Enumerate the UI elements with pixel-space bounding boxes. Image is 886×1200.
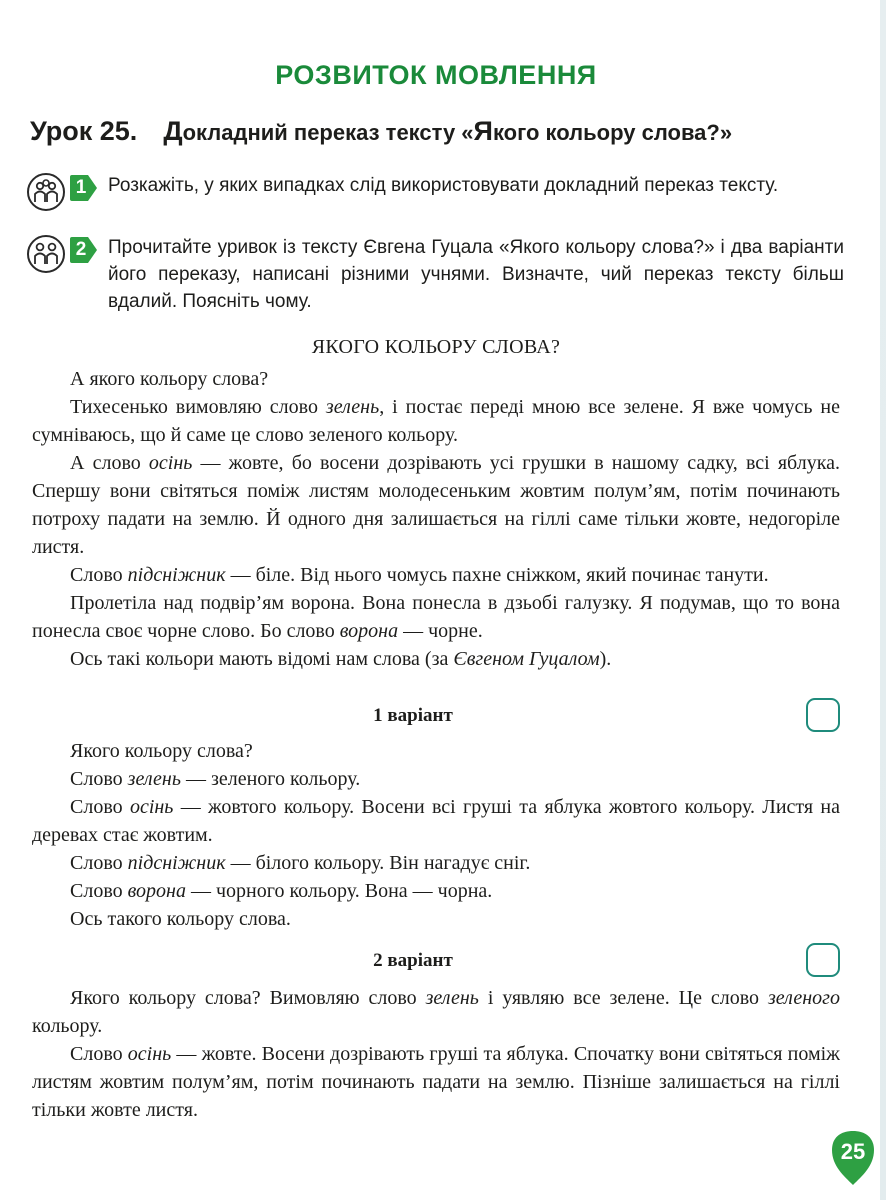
task-2 bbox=[26, 234, 856, 318]
emphasized-word: зелень bbox=[325, 396, 380, 418]
paragraph: Слово ворона — чорного кольору. Вона — чорна. bbox=[70, 880, 493, 902]
emphasized-word: ворона bbox=[127, 880, 186, 902]
variant-2-title: 2 варіант bbox=[373, 950, 453, 971]
paragraph: Пролетіла над подвір’ям ворона. Вона понесла в дзьобі галузку. Я подумав, що то вона понесла своє чорне слово. Бо слово ворона — чорне. bbox=[32, 592, 840, 642]
lesson-title-part: кого кольору слова?» bbox=[492, 120, 733, 145]
task-1 bbox=[26, 172, 856, 232]
emphasized-word: зеленого bbox=[767, 987, 840, 1009]
lesson-number: Урок 25. bbox=[30, 116, 138, 146]
lesson-title-part: окладний переказ тексту « bbox=[182, 120, 474, 145]
variant-2-checkbox[interactable] bbox=[806, 943, 840, 977]
emphasized-word: зелень bbox=[425, 987, 479, 1009]
emphasized-word: Євгеном Гуцалом bbox=[453, 648, 600, 670]
paragraph: А слово осінь — жовте, бо восени дозрівають усі грушки в нашому садку, всі яблука. Спершу вони світяться поміж листям молодесеньким жовтим полум’ям, потім починають потроху падати на землю. Й одного дня залишається на гіллі саме тільки жовте, недогоріле листя. bbox=[32, 452, 841, 558]
original-text bbox=[32, 365, 840, 673]
paragraph: Якого кольору слова? Вимовляю слово зелень і уявляю все зелене. Це слово зеленого кольору. bbox=[32, 987, 840, 1037]
emphasized-word: ворона bbox=[339, 620, 399, 642]
paragraph: Слово зелень — зеленого кольору. bbox=[70, 768, 361, 790]
paragraph: Слово підсніжник — білого кольору. Він нагадує сніг. bbox=[70, 852, 531, 874]
paragraph: Слово осінь — жовте. Восени дозрівають груші та яблука. Спочатку вони світяться поміж листям жовтим полум’ям, потім починають падати на землю. Пізніше залишається на гіллі тільки жовте листя. bbox=[32, 1043, 840, 1121]
paragraph: Тихесенько вимовляю слово зелень, і постає переді мною все зелене. Я вже чомусь не сумніваюсь, що й саме це слово зеленого кольору. bbox=[32, 396, 840, 446]
task-text: Розкажіть, у яких випадках слід використовувати докладний переказ тексту. bbox=[108, 175, 779, 196]
task-number-badge bbox=[70, 237, 98, 263]
emphasized-word: підсніжник bbox=[127, 564, 226, 586]
emphasized-word: осінь bbox=[127, 1043, 172, 1065]
variant-1-checkbox[interactable] bbox=[806, 698, 840, 732]
paragraph: А якого кольору слова? bbox=[70, 368, 269, 390]
task-text: Прочитайте уривок із тексту Євгена Гуцала «Якого кольору слова?» і два варіанти його переказу, написані різними учнями. Визначте, чий переказ тексту більш вдалий. Поясніть чому. bbox=[108, 237, 844, 312]
paragraph: Якого кольору слова? bbox=[70, 740, 253, 762]
group-work-icon bbox=[26, 172, 66, 212]
variant-1-title: 1 варіант bbox=[373, 705, 453, 726]
paragraph: Слово підсніжник — біле. Від нього чомусь пахне сніжком, який починає танути. bbox=[70, 564, 769, 586]
page-edge-stripe bbox=[880, 0, 886, 1200]
paragraph: Слово осінь — жовтого кольору. Восени всі груші та яблука жовтого кольору. Листя на деревах стає жовтим. bbox=[32, 796, 840, 846]
variant-2-text bbox=[32, 984, 840, 1124]
page-number: 25 bbox=[840, 1139, 866, 1164]
variant-1-text bbox=[32, 737, 840, 933]
emphasized-word: осінь bbox=[129, 796, 174, 818]
emphasized-word: осінь bbox=[148, 452, 193, 474]
emphasized-word: підсніжник bbox=[127, 852, 226, 874]
task-number: 2 bbox=[75, 239, 87, 260]
emphasized-word: зелень bbox=[127, 768, 181, 790]
pair-work-icon bbox=[26, 234, 66, 274]
task-number-badge bbox=[70, 175, 98, 201]
text-title: ЯКОГО КОЛЬОРУ СЛОВА? bbox=[311, 336, 561, 358]
paragraph: Ось такі кольори мають відомі нам слова (за Євгеном Гуцалом). bbox=[70, 648, 612, 670]
lesson-title-part: Я bbox=[473, 116, 493, 146]
section-title: РОЗВИТОК МОВЛЕННЯ bbox=[275, 60, 597, 90]
lesson-title-part: Д bbox=[163, 116, 183, 146]
paragraph: Ось такого кольору слова. bbox=[70, 908, 291, 930]
lesson-title bbox=[30, 116, 870, 147]
task-number: 1 bbox=[75, 177, 87, 198]
